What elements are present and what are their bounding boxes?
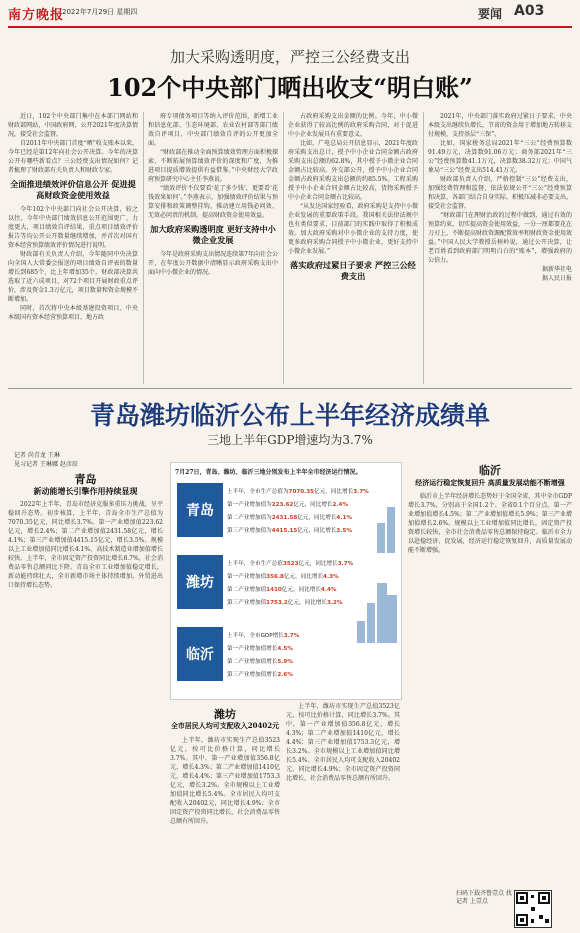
- stat-percent: 3.7%: [337, 561, 354, 567]
- stat-label: 第三产业增加值增长: [227, 672, 278, 678]
- city-stat-line: [227, 487, 369, 495]
- stat-unit: 亿元，同比增长: [298, 561, 338, 567]
- article2-kicker: 三地上半年GDP增速均为3.7%: [207, 433, 373, 447]
- building-illustration: [387, 595, 397, 643]
- stat-label: 第二产业增加值: [227, 587, 267, 593]
- paragraph: “从发达国家经验看，政府采购是支持中小微企业发展的重要政策手段。我国相关法律法规中也有类似要求，目前部门的实践中取得了积极成效。加大政府采购对中小微企业的支持力度，使更多政府采购合同授予中小微企业，更好支持中小微企业发展。”: [288, 203, 418, 255]
- stat-percent: 3.7%: [353, 489, 369, 495]
- city-stat-line: [227, 500, 348, 508]
- article1-column-2: [148, 112, 278, 384]
- paragraph: 上半年，潍坊市实现生产总值3523亿元，按可比价格计算，同比增长3.7%。其中，第一产业增加值356.8亿元，增长4.3%；第二产业增加值1410亿元，增长4.4%；第三产业增加值1753.3亿元，增长3.2%。全市规模以上工业增加值同比增长5.4%。全市居民人均可支配收入20402元，同比增长4.9%；全市固定资产投资同比增长，社会消费品零售总额有所回升。: [286, 703, 400, 782]
- stat-unit: 亿元，同比增长: [281, 587, 321, 593]
- subheading: 落实政府过紧日子要求 严控三公经费支出: [290, 260, 416, 281]
- article2-headline: 青岛潍坊临沂公布上半年经济成绩单: [89, 401, 490, 430]
- stat-unit: 亿元，同比增长: [297, 528, 337, 534]
- stat-value: 1753.2: [266, 600, 288, 606]
- qr-code-icon[interactable]: [514, 890, 552, 928]
- stat-percent: 3.5%: [336, 528, 352, 534]
- qingdao-body: [8, 500, 163, 928]
- weifang-title: 潍坊: [214, 708, 236, 721]
- city-stat-line: [227, 644, 293, 652]
- city-stat-line: [227, 572, 339, 580]
- stat-unit: 亿元，同比增长: [293, 502, 333, 508]
- masthead-page-number: A03: [514, 3, 545, 19]
- article1-column-3: [288, 112, 418, 384]
- stat-percent: 2.6%: [277, 672, 293, 678]
- city-stat-line: [227, 559, 353, 567]
- stat-unit: 亿元，同比增长: [287, 600, 327, 606]
- article1-kicker: 加大采购透明度，严控三公经费支出: [169, 48, 410, 66]
- city-stat-line: [227, 657, 293, 665]
- paragraph: “财政部在推动全面预算绩效管理方面积极探索，不断拓展预算绩效评价的深度和广度，为推进项目提质增效提供有益借鉴。”中央财经大学政府预算研究中心主任李燕说。: [148, 149, 278, 183]
- column-divider: [283, 112, 284, 384]
- paragraph: 上半年，潍坊市实现生产总值3523亿元，按可比价格计算，同比增长3.7%。其中，第一产业增加值356.8亿元，增长4.3%；第二产业增加值1410亿元，增长4.4%；第三产业增加值1753.3亿元，增长3.2%。全市规模以上工业增加值同比增长5.4%。全市居民人均可支配收入20402元，同比增长4.9%；全市固定资产投资同比增长，社会消费品零售总额有所回升。: [170, 737, 280, 825]
- stat-value: 1410: [266, 587, 282, 593]
- paragraph: 临沂市上半年经济增长态势好于全国全省，其中全市GDP增长3.7%，分别高于全国1.2个、全省0.1个百分点。第一产业增加值增长4.5%；第二产业增加值增长5.9%；第三产业增加值增长2.6%。规模以上工业增加值同比增长，固定资产投资增长较快，全市社会消费品零售总额保持稳定。临沂市全力以赴稳经济、促发展，经济运行稳定恢复回升，高质量发展动能不断增强。: [408, 493, 572, 554]
- building-illustration: [377, 523, 385, 553]
- stat-label: 上半年，全市生产总值为: [227, 489, 289, 495]
- stat-value: 356.8: [266, 574, 284, 580]
- city-stat-line: [227, 526, 352, 534]
- paragraph: “绩效评价不仅要看‘花了多少钱’，更要看‘花钱效果如何’。”李燕表示，加强绩效评价结果与预算安排和政策调整挂钩，推动建立用钱必问效、无效必问责的机制，提高财政资金使用效益。: [148, 185, 278, 219]
- stat-unit: 亿元，同比增长: [297, 515, 337, 521]
- stat-percent: 4.4%: [320, 587, 337, 593]
- building-illustration: [377, 583, 387, 643]
- stat-unit: 亿元，同比增长: [283, 574, 324, 580]
- city-stat-line: [227, 631, 299, 639]
- stat-value: 4415.15: [271, 528, 298, 534]
- stat-label: 上半年，全市GDP增长: [227, 633, 284, 639]
- building-illustration: [357, 621, 365, 643]
- article1-column-4: [428, 112, 572, 384]
- paragraph: 2022年上半年，青岛市经济克服多重压力挑战，呈平稳回升态势。初步核算，上半年，青岛全市生产总值为7070.35亿元，同比增长3.7%。第一产业增加值223.62亿元，增长2.4%；第二产业增加值2431.58亿元，增长4.1%；第三产业增加值4415.15亿元，增长3.5%。规模以上工业增加值同比增长4.1%，高技术制造业增加值增长较快。上半年，全市固定资产投资同比增长8.7%，社会消费品零售总额同比下降。青岛全市工业增加值稳定增长，新动能持续壮大，全市新增市场主体持续增加，外贸进出口保持增长态势。: [8, 501, 163, 589]
- stat-label: 上半年，全市生产总值: [227, 561, 283, 567]
- stat-value: 2431.58: [271, 515, 298, 521]
- qingdao-title: 青岛: [74, 473, 97, 486]
- city-tab: 临沂: [177, 627, 223, 681]
- masthead-rule: [8, 26, 572, 28]
- masthead-logo: 南方晚报: [8, 8, 65, 23]
- city-tab: 青岛: [177, 483, 223, 537]
- stat-label: 第一产业增加值增长: [227, 646, 278, 652]
- paragraph: 近日，102个中央部门集中在本部门网站和财政部网站，中国政府网，公开2021年度决算情况，接受社会监督。: [8, 113, 138, 138]
- city-stat-line: [227, 670, 293, 678]
- stat-percent: 2.4%: [332, 502, 349, 508]
- city-stat-line: [227, 585, 336, 593]
- article1-source: 据人民日报: [541, 275, 572, 282]
- subheading: 加大政府采购透明度 更好支持中小微企业发展: [150, 224, 276, 245]
- stat-label: 第一产业增加值为: [227, 502, 272, 508]
- column-divider: [423, 112, 424, 384]
- qr-caption: 扫码下载齐鲁壹点 找记者 上壹点: [456, 890, 512, 905]
- paragraph: 今年是政府采购支出情况连续第7年向社会公开，在年度公开数据中清晰显示政府采购支出中面向中小微企业的情况。: [148, 251, 278, 276]
- paragraph: “财政部门在理财治政的过程中做到，通过有效的预算约束，切实提高资金使用效益，一分一厘都要花在刀刃上，不断提高财政资源配置效率和财政资金使用效益。”中国人民大学教授岳树岭说，通过公开决算，让老百姓看到政府部门明明白白的“账本”，增强政府的公信力。: [428, 212, 572, 264]
- infographic-caption: 7月27日，青岛、潍坊、临沂三地分别发布上半年全市经济运行情况。: [175, 469, 362, 476]
- stat-label: 第一产业增加值: [227, 574, 267, 580]
- paragraph: 占政府采购支出金额的比例。今年，中小微企业获得了较高比例的政府采购合同，对于促进中小企业发展具有重要意义。: [288, 113, 418, 138]
- stat-value: 7070.35: [288, 489, 315, 495]
- building-illustration: [387, 507, 395, 553]
- linyi-subtitle: 经济运行稳定恢复回升 高质量发展动能不断增强: [415, 478, 565, 487]
- column-divider: [143, 112, 144, 384]
- article1-column-1: [8, 112, 138, 384]
- stat-label: 第二产业增加值增长: [227, 659, 278, 665]
- paragraph: 2021年，中央部门落实政府过紧日子要求，中央本级支出继续负增长，节省的资金用于增加地方转移支付规模，支持基层“三保”。: [428, 113, 572, 138]
- economy-infographic: [170, 462, 402, 700]
- paragraph: 比如，国家税务总局2021年“三公”经费预算数91.49万元，决算数91.06万元；商务部2021年“三公”经费预算数41.1万元，决算数38.32万元；中国气象局“三公”经费支出514.41万元。: [428, 140, 572, 174]
- stat-percent: 3.7%: [283, 633, 300, 639]
- stat-label: 第三产业增加值为: [227, 528, 272, 534]
- paragraph: 比如，广电总局公开信息显示，2021年度政府采购支出总计，授予中小企业合同金额占政府采购支出总额的62.8%，其中授予小微企业合同金额占比较高。外交部公开，授予中小企业合同金额占政府采购支出总额的约85.5%。工程采购授予中小企业合同金额占比较高，货物采购授予中小企业合同金额占比较高。: [288, 140, 418, 201]
- building-illustration: [367, 603, 375, 643]
- stat-percent: 4.1%: [336, 515, 352, 521]
- qingdao-subtitle: 新动能增长引擎作用持续显现: [33, 486, 138, 496]
- stat-percent: 5.9%: [277, 659, 293, 665]
- stat-label: 第三产业增加值: [227, 600, 267, 606]
- paragraph: 据新华社电: [541, 266, 572, 273]
- middle-column-body: [286, 702, 400, 928]
- stat-unit: 亿元，同比增长: [314, 489, 354, 495]
- masthead-section: 要闻: [478, 7, 503, 21]
- paragraph: 财政部有关负责人介绍，今年随同中央决算向全国人大常委会报送的项目绩效自评表的数量增长到685个，比上年增加35个，财政部决算共选取了近六成项目，对72个项目开展财政重点评价，涉及资金1.3万亿元，项目数量和资金规模不断增加。: [8, 251, 138, 303]
- city-stat-line: [227, 513, 352, 521]
- subheading: 全面推进绩效评价信息公开 促进提高财政资金使用效益: [10, 179, 136, 200]
- city-block: [171, 479, 401, 541]
- linyi-title: 临沂: [479, 464, 501, 477]
- stat-percent: 4.5%: [277, 646, 293, 652]
- weifang-subtitle: 全市居民人均可支配收入20402元: [170, 721, 280, 730]
- section-divider: [8, 388, 572, 389]
- stat-value: 223.62: [271, 502, 294, 508]
- stat-value: 3523: [282, 561, 299, 567]
- linyi-body: [408, 492, 572, 882]
- city-tab: 潍坊: [177, 555, 223, 609]
- paragraph: 今年102个中央部门向社会公开决算，较之以往，今年中央部门绩效信息公开范围更广、力度更大，项目绩效自评结果，重点项目绩效评价报告等均公开公开数量继续增加，并首次对国有资本经营预算绩效评价情况进行说明。: [8, 206, 138, 249]
- article1-headline: 102个中央部门晒出收支“明白账”: [107, 73, 473, 102]
- paragraph: 财政部负责人介绍，严格控制“三公”经费支出，加强经费管理和监督，依法依规公开“三公”经费预算和决算，各部门结合自身实际，积极压减非必要支出，接受社会监督。: [428, 176, 572, 210]
- intern-byline: 见习记者 王琳娜 赵彦辰: [14, 461, 78, 468]
- city-stat-line: [227, 598, 342, 606]
- stat-percent: 4.3%: [323, 574, 339, 580]
- paragraph: 府专项债务项目等纳入评价范围，新增工业和信息化部、生态环境部、农业农村部等部门绩效自评项目，中央部门绩效自评的公开更加全面。: [148, 113, 278, 147]
- paragraph: 同时，首次将中央本级基建投资项目、中央本级国有资本经营预算项目，地方政: [8, 305, 138, 321]
- stat-percent: 3.2%: [326, 600, 343, 606]
- reporter-byline: 记者 尚青龙 王琳: [14, 452, 60, 459]
- stat-label: 第二产业增加值为: [227, 515, 272, 521]
- weifang-body: [170, 736, 280, 928]
- masthead-date: 2022年7月29日 星期四: [62, 8, 138, 16]
- paragraph: 自2011年中央部门首度“晒”收支账本以来，今年已经是第12年向社会公开决算。今年的决算公开有哪些新看点？三公经费支出情况如何？记者梳理了财政部有关负责人和财政专家。: [8, 140, 138, 174]
